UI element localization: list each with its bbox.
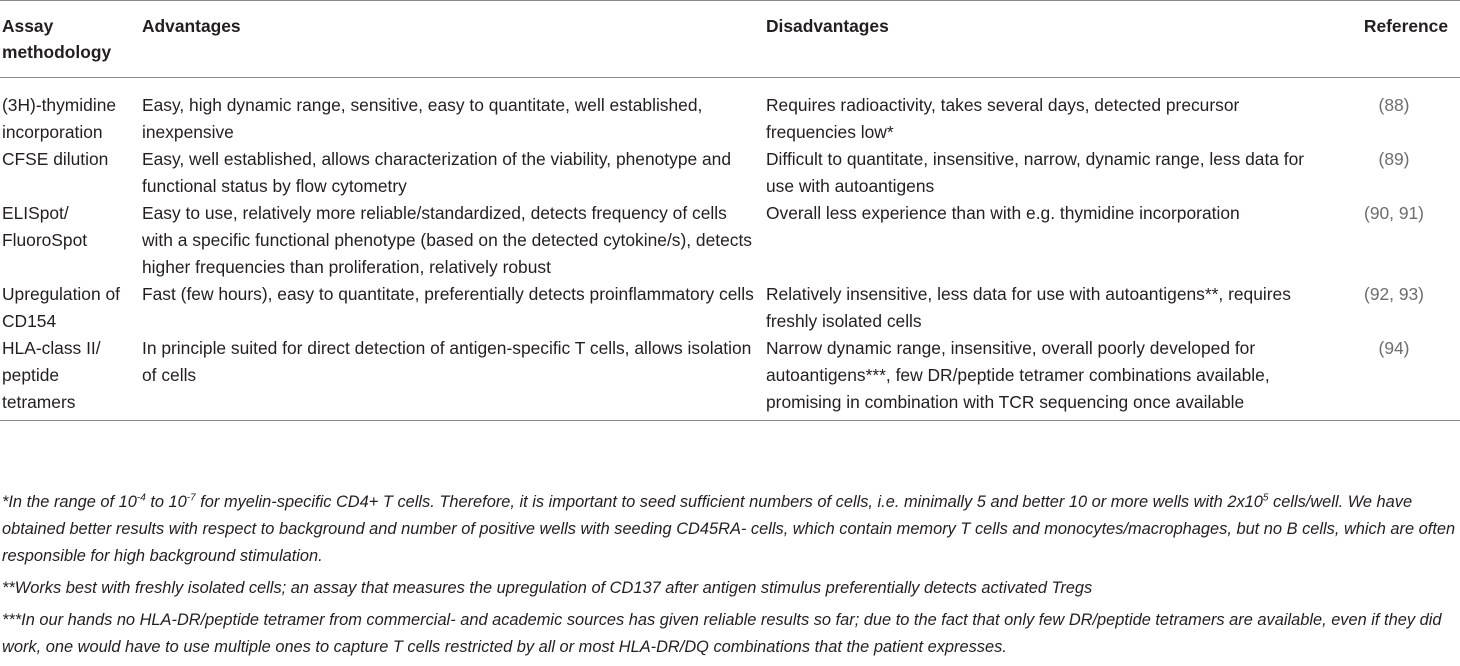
reference-link[interactable]: (94) — [1378, 338, 1410, 358]
cell-disadvantages: Overall less experience than with e.g. thymidine incorporation — [766, 203, 1240, 223]
header-reference: Reference — [1363, 16, 1448, 36]
cell-disadvantages: Requires radioactivity, takes several days, detected precursor frequencies low* — [766, 95, 1240, 142]
cell-advantages: Easy, well established, allows characterization of the viability, phenotype and functional status by flow cytometry — [142, 149, 732, 196]
cell-methodology: ELISpot/ FluoroSpot — [2, 203, 88, 250]
cell-disadvantages: Difficult to quantitate, insensitive, narrow, dynamic range, less data for use with autoantigens — [766, 149, 1305, 196]
reference-link[interactable]: (88) — [1378, 95, 1410, 115]
reference-link[interactable]: (92, 93) — [1364, 284, 1424, 304]
cell-methodology: CFSE dilution — [2, 149, 109, 169]
cell-advantages: Easy to use, relatively more reliable/standardized, detects frequency of cells with a specific functional phenotype (based on the detected cytokine/s), detects higher frequencies than proliferation, relatively robust — [142, 203, 753, 277]
table-row — [0, 335, 1460, 421]
cell-methodology: (3H)-thymidine incorporation — [2, 95, 117, 142]
table-row — [0, 281, 1460, 335]
footnote-double-asterisk: **Works best with freshly isolated cells; an assay that measures the upregulation of CD137 after antigen stimulus preferentially detects activated Tregs — [2, 579, 1093, 597]
header-methodology: Assay methodology — [2, 16, 112, 62]
table-header-row — [0, 1, 1460, 78]
table-row — [0, 200, 1460, 281]
footnote-triple-asterisk: ***In our hands no HLA-DR/peptide tetramer from commercial- and academic sources has given reliable results so far; due to the fact that only few DR/peptide tetramers are available, even if they did work, one would have to use multiple ones to capture T cells restricted by all or most HLA-DR/DQ combinations that the patient expresses. — [2, 611, 1442, 656]
table-footnotes — [2, 489, 1460, 666]
table-row — [0, 78, 1460, 147]
reference-link[interactable]: (89) — [1378, 149, 1410, 169]
cell-advantages: In principle suited for direct detection of antigen-specific T cells, allows isolation of cells — [142, 338, 752, 385]
cell-methodology: HLA-class II/ peptide tetramers — [2, 338, 101, 412]
footnote-single-asterisk: *In the range of $10^{-4}$ to $10^{-7}$ for myelin-specific CD4+ T cells. Therefore, it is important to seed sufficient numbers of cells, i.e. minimally 5 and better 10 or more wells with $2x10^5$ cells/well. We have obtained better results with respect to background and number of positive wells with seeding CD45RA- cells, which contain memory T cells and monocytes/macrophages, but no B cells, which are often responsible for high background stimulation. — [2, 492, 1456, 565]
reference-link[interactable]: (90, 91) — [1364, 203, 1424, 223]
header-advantages: Advantages — [142, 16, 241, 36]
cell-advantages: Fast (few hours), easy to quantitate, preferentially detects proinflammatory cells — [142, 284, 754, 304]
table-row — [0, 146, 1460, 200]
cell-disadvantages: Relatively insensitive, less data for use with autoantigens**, requires freshly isolated cells — [766, 284, 1291, 331]
cell-advantages: Easy, high dynamic range, sensitive, easy to quantitate, well established, inexpensive — [142, 95, 703, 142]
header-disadvantages: Disadvantages — [766, 16, 889, 36]
cell-methodology: Upregulation of CD154 — [2, 284, 120, 331]
cell-disadvantages: Narrow dynamic range, insensitive, overall poorly developed for autoantigens***, few DR/peptide tetramer combinations available, promising in combination with TCR sequencing once available — [766, 338, 1270, 412]
